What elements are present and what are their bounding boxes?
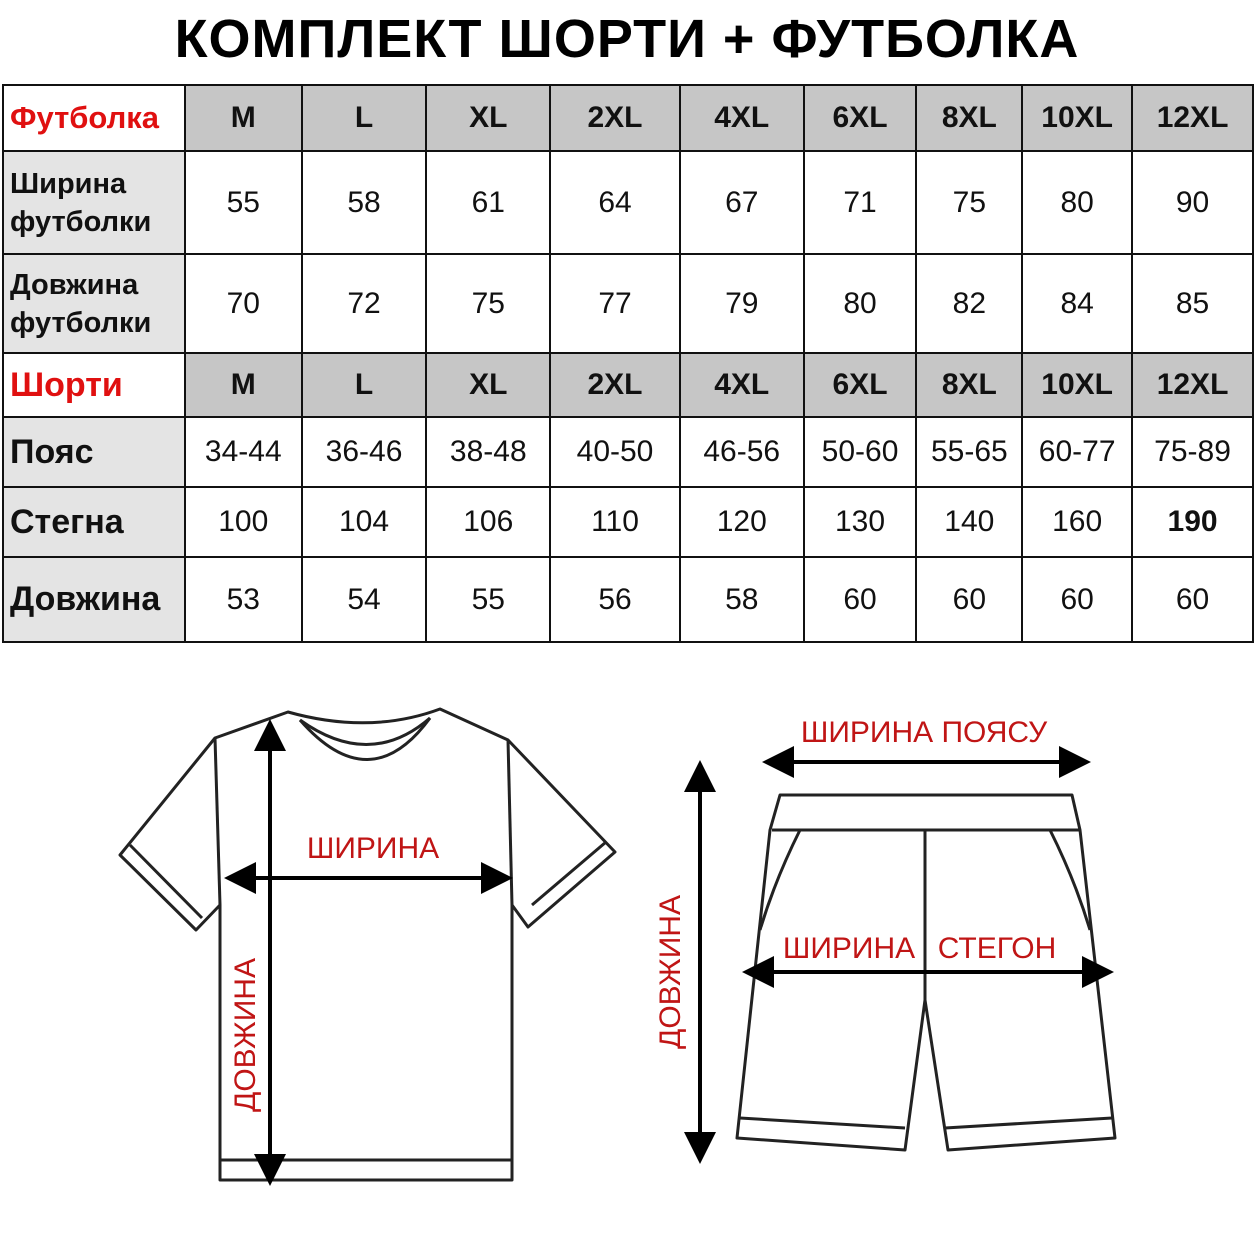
value-cell: 190: [1132, 487, 1253, 557]
value-cell: 100: [185, 487, 302, 557]
value-cell: 120: [680, 487, 804, 557]
value-cell: 58: [302, 151, 427, 254]
value-cell: 130: [804, 487, 917, 557]
size-cell: 8XL: [916, 353, 1022, 417]
value-cell: 50-60: [804, 417, 917, 487]
row-label-waist: Пояс: [3, 417, 185, 487]
value-cell: 53: [185, 557, 302, 642]
value-cell: 140: [916, 487, 1022, 557]
size-cell: M: [185, 353, 302, 417]
value-cell: 75-89: [1132, 417, 1253, 487]
size-cell: 4XL: [680, 353, 804, 417]
value-cell: 110: [550, 487, 680, 557]
value-cell: 61: [426, 151, 550, 254]
shorts-length-label: ДОВЖИНА: [654, 895, 687, 1049]
value-cell: 104: [302, 487, 427, 557]
size-cell: 12XL: [1132, 353, 1253, 417]
value-cell: 46-56: [680, 417, 804, 487]
label-line: футболки: [10, 306, 152, 339]
label-line: Довжина: [10, 268, 139, 301]
value-cell: 75: [916, 151, 1022, 254]
value-cell: 79: [680, 254, 804, 353]
value-cell: 60-77: [1022, 417, 1132, 487]
tshirt-length-label: ДОВЖИНА: [229, 958, 262, 1112]
tshirt-width-label: ШИРИНА: [306, 832, 440, 865]
size-cell: XL: [426, 85, 550, 151]
value-cell: 60: [1022, 557, 1132, 642]
shorts-waist-label: ШИРИНА ПОЯСУ: [800, 716, 1048, 749]
value-cell: 34-44: [185, 417, 302, 487]
size-cell: 8XL: [916, 85, 1022, 151]
value-cell: 80: [804, 254, 917, 353]
value-cell: 75: [426, 254, 550, 353]
value-cell: 77: [550, 254, 680, 353]
value-cell: 55: [426, 557, 550, 642]
value-cell: 106: [426, 487, 550, 557]
value-cell: 60: [916, 557, 1022, 642]
size-cell: L: [302, 353, 427, 417]
tshirt-outline: [120, 709, 615, 1180]
tshirt-section-label: Футболка: [3, 85, 185, 151]
size-cell: 12XL: [1132, 85, 1253, 151]
value-cell: 55: [185, 151, 302, 254]
value-cell: 36-46: [302, 417, 427, 487]
value-cell: 90: [1132, 151, 1253, 254]
size-cell: 10XL: [1022, 353, 1132, 417]
value-cell: 160: [1022, 487, 1132, 557]
value-cell: 54: [302, 557, 427, 642]
size-cell: XL: [426, 353, 550, 417]
value-cell: 55-65: [916, 417, 1022, 487]
size-cell: M: [185, 85, 302, 151]
size-cell: 4XL: [680, 85, 804, 151]
value-cell: 85: [1132, 254, 1253, 353]
value-cell: 60: [804, 557, 917, 642]
value-cell: 80: [1022, 151, 1132, 254]
label-line: футболки: [10, 205, 152, 238]
page-title: КОМПЛЕКТ ШОРТИ + ФУТБОЛКА: [174, 9, 1080, 69]
value-cell: 64: [550, 151, 680, 254]
size-cell: 6XL: [804, 353, 917, 417]
size-cell: 6XL: [804, 85, 917, 151]
shorts-section-label: Шорти: [3, 353, 185, 417]
row-label-hips: Стегна: [3, 487, 185, 557]
size-cell: 2XL: [550, 353, 680, 417]
label-line: Ширина: [10, 167, 127, 200]
value-cell: 38-48: [426, 417, 550, 487]
shorts-hip-label-2: СТЕГОН: [937, 932, 1057, 965]
value-cell: 40-50: [550, 417, 680, 487]
value-cell: 56: [550, 557, 680, 642]
value-cell: 70: [185, 254, 302, 353]
row-label-length: Довжина: [3, 557, 185, 642]
size-cell: 10XL: [1022, 85, 1132, 151]
value-cell: 58: [680, 557, 804, 642]
shorts-hip-label-1: ШИРИНА: [782, 932, 916, 965]
value-cell: 60: [1132, 557, 1253, 642]
value-cell: 84: [1022, 254, 1132, 353]
value-cell: 72: [302, 254, 427, 353]
value-cell: 71: [804, 151, 917, 254]
value-cell: 82: [916, 254, 1022, 353]
value-cell: 67: [680, 151, 804, 254]
size-cell: 2XL: [550, 85, 680, 151]
size-cell: L: [302, 85, 427, 151]
